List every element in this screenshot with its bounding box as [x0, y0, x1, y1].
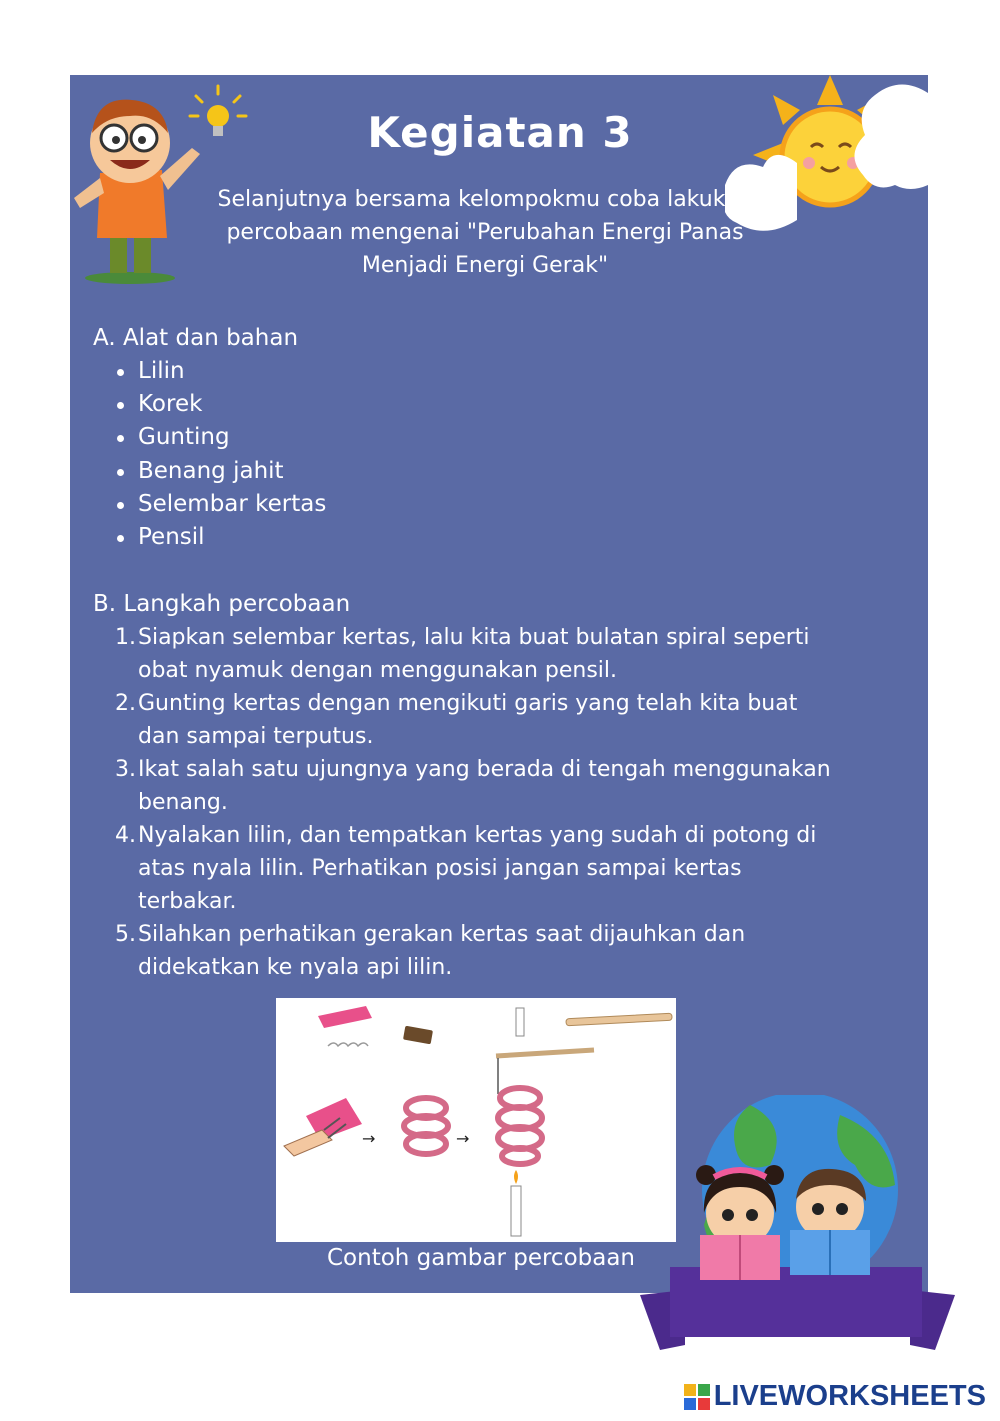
- pencil-icon: [566, 1013, 672, 1026]
- kids-reading-illustration: [640, 1095, 955, 1350]
- section-a-heading: A. Alat dan bahan: [93, 325, 299, 351]
- step-item: [115, 753, 845, 819]
- step-text: Silahkan perhatikan gerakan kertas saat dijauhkan dan didekatkan ke nyala api lilin.: [138, 922, 746, 980]
- steps-list: [93, 621, 845, 984]
- list-item: Korek: [115, 388, 326, 421]
- list-item: Selembar kertas: [115, 488, 326, 521]
- materials-list: [93, 355, 326, 554]
- experiment-image: [276, 998, 676, 1242]
- step-text: Gunting kertas dengan mengikuti garis yang telah kita buat dan sampai terputus.: [138, 691, 798, 749]
- step-item: [115, 918, 845, 984]
- list-item: Lilin: [115, 355, 326, 388]
- step-number: 5.: [115, 922, 136, 947]
- list-item: Gunting: [115, 421, 326, 454]
- section-tools-materials: [93, 322, 326, 554]
- brand-watermark: [684, 1380, 986, 1413]
- experiment-drawing: [276, 998, 676, 1242]
- image-caption: Contoh gambar percobaan: [326, 1245, 636, 1271]
- brand-name: LIVEWORKSHEETS: [713, 1380, 986, 1412]
- step-number: 4.: [115, 823, 136, 848]
- step-number: 2.: [115, 691, 136, 716]
- step-text: Siapkan selembar kertas, lalu kita buat bulatan spiral seperti obat nyamuk dengan menggunakan pensil.: [138, 625, 810, 683]
- step-number: 3.: [115, 757, 136, 782]
- arrow-icon: →: [456, 1129, 470, 1148]
- matchbox-icon: [403, 1026, 433, 1045]
- spiral-hanging-icon: [498, 1088, 542, 1164]
- step-item: [115, 621, 845, 687]
- step-number: 1.: [115, 625, 136, 650]
- hand-icon: [284, 1130, 332, 1156]
- page-title: Kegiatan 3: [367, 108, 633, 157]
- ground-shadow: [85, 272, 175, 284]
- candle-small-icon: [516, 1008, 524, 1036]
- step-item: [115, 819, 845, 918]
- step-text: Ikat salah satu ujungnya yang berada di tengah menggunakan benang.: [138, 757, 831, 815]
- list-item: Benang jahit: [115, 455, 326, 488]
- section-b-heading: B. Langkah percobaan: [93, 591, 351, 617]
- intro-text: Selanjutnya bersama kelompokmu coba lakukan percobaan mengenai "Perubahan Energi Panas Menjadi Energi Gerak": [217, 187, 753, 278]
- spiral-cut-icon: [404, 1098, 448, 1154]
- candle-icon: [511, 1186, 521, 1236]
- liveworksheets-logo-icon: [684, 1384, 710, 1410]
- step-text: Nyalakan lilin, dan tempatkan kertas yang sudah di potong di atas nyala lilin. Perhatikan posisi jangan sampai kertas terbakar.: [138, 823, 817, 914]
- step-item: [115, 687, 845, 753]
- list-item: Pensil: [115, 521, 326, 554]
- section-steps: [93, 588, 845, 984]
- flame-icon: [514, 1170, 518, 1184]
- paper-icon: [318, 1006, 372, 1028]
- arrow-icon: →: [362, 1129, 376, 1148]
- thread-icon: [328, 1043, 368, 1046]
- pencil-holder-icon: [496, 1050, 594, 1056]
